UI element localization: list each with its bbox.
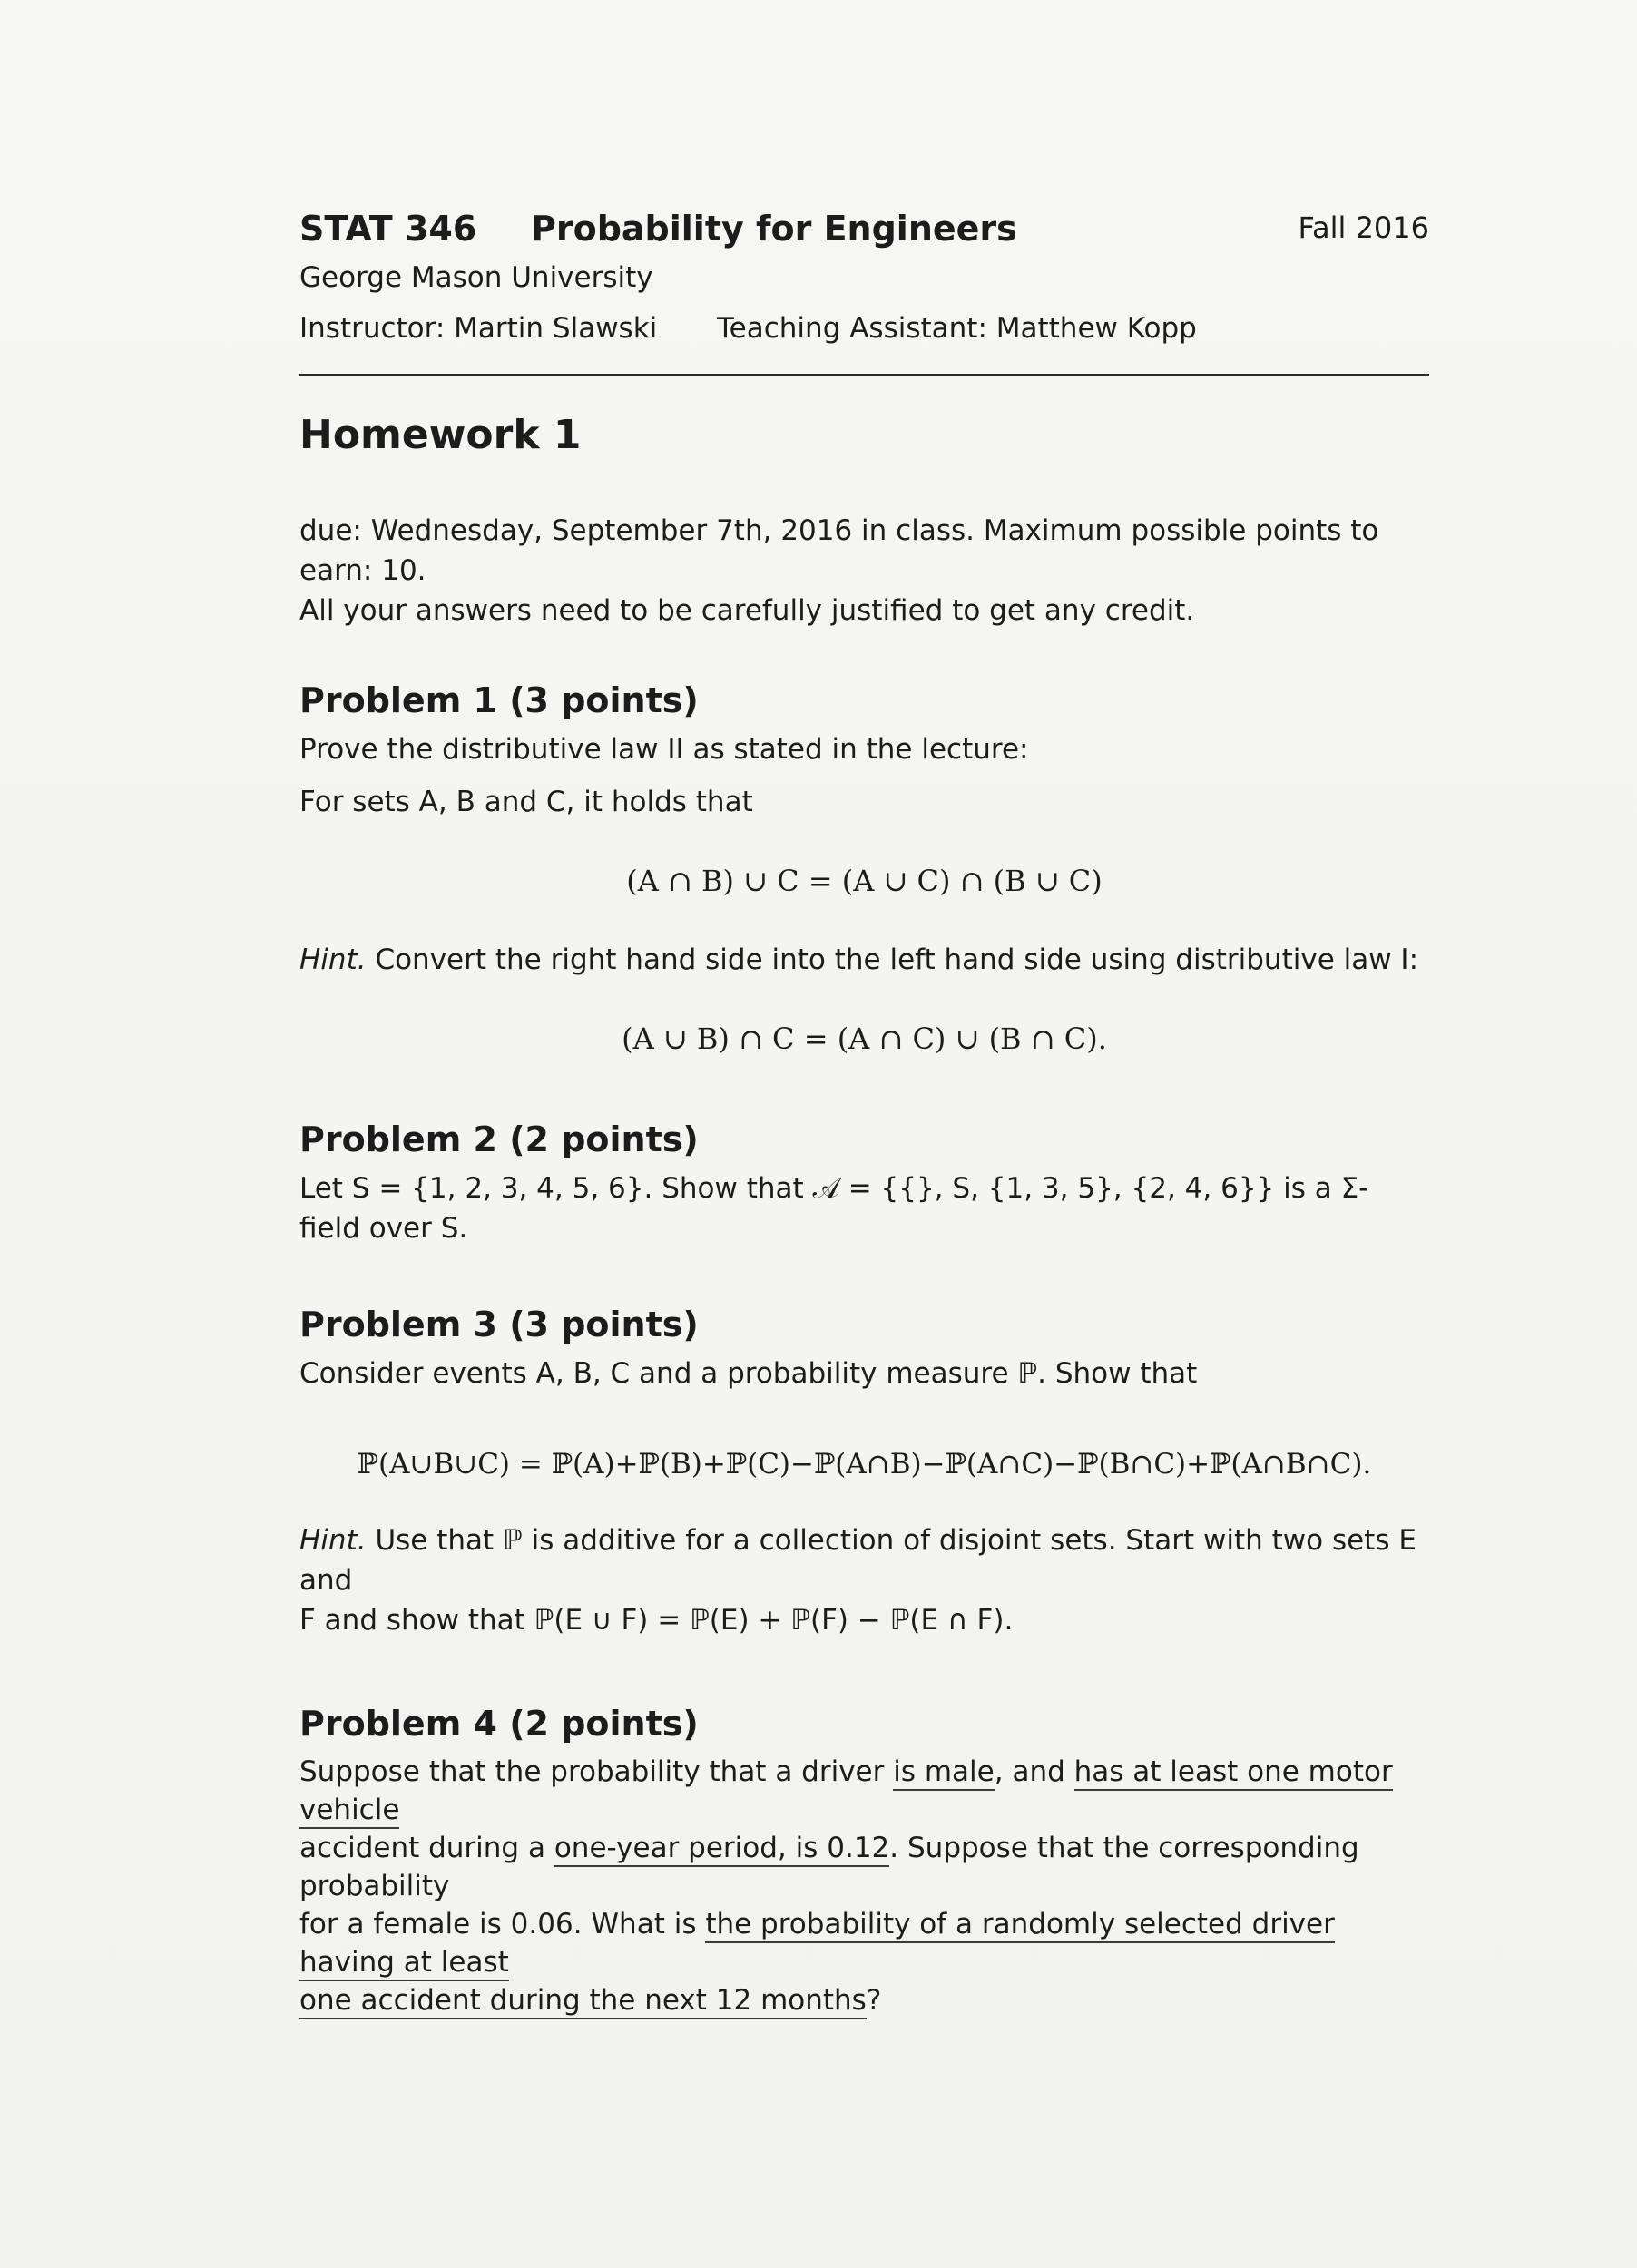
- problem-1-heading: Problem 1 (3 points): [299, 680, 699, 720]
- underlined-text: one accident during the next 12 months: [299, 1984, 867, 2019]
- problem-4-heading: Problem 4 (2 points): [299, 1704, 699, 1744]
- hint-text: Use that ℙ is additive for a collection of disjoint sets. Start with two sets E and: [299, 1524, 1416, 1597]
- problem-1-hint-equation: (A ∪ B) ∩ C = (A ∩ C) ∪ (B ∩ C).: [622, 1022, 1107, 1056]
- text-fragment: , and: [994, 1755, 1074, 1788]
- problem-4-line-4: [299, 1981, 1429, 2019]
- due-line-2: All your answers need to be carefully justified to get any credit.: [299, 594, 1195, 627]
- text-fragment: ?: [866, 1984, 882, 2017]
- problem-3-equation: ℙ(A∪B∪C) = ℙ(A)+ℙ(B)+ℙ(C)−ℙ(A∩B)−ℙ(A∩C)−ℙ(B∩C)+ℙ(A∩B∩C).: [357, 1448, 1372, 1481]
- hint-text: Convert the right hand side into the left hand side using distributive law I:: [366, 943, 1419, 976]
- header-divider: [299, 374, 1429, 376]
- problem-4-line-3: [299, 1905, 1429, 1981]
- problem-1-text-1: Prove the distributive law II as stated in the lecture:: [299, 733, 1029, 766]
- text-fragment: Suppose that the probability that a driver: [299, 1755, 894, 1788]
- problem-3-hint-line-1: [299, 1520, 1429, 1600]
- course-title: Probability for Engineers: [531, 209, 1017, 249]
- due-line-1: due: Wednesday, September 7th, 2016 in class. Maximum possible points to earn: 10.: [299, 514, 1379, 587]
- problem-4-line-2: [299, 1829, 1429, 1905]
- problem-3-heading: Problem 3 (3 points): [299, 1305, 699, 1344]
- hint-label: Hint.: [299, 1524, 367, 1557]
- university: George Mason University: [299, 261, 653, 294]
- staff-row: [299, 312, 1429, 357]
- underlined-text: is male: [893, 1755, 995, 1791]
- problem-3-hint-line-2: F and show that ℙ(E ∪ F) = ℙ(E) + ℙ(F) − ℙ(E ∩ F).: [299, 1604, 1014, 1637]
- problem-1-equation: (A ∩ B) ∪ C = (A ∪ C) ∩ (B ∪ C): [626, 864, 1103, 898]
- text-fragment: accident during a: [299, 1832, 554, 1864]
- instructor: Instructor: Martin Slawski: [299, 312, 658, 345]
- problem-4-line-1: [299, 1753, 1429, 1829]
- underlined-text: the probability of a randomly selected driver having at least: [299, 1908, 1335, 1981]
- problem-2-heading: Problem 2 (2 points): [299, 1119, 699, 1159]
- problem-2-text: Let S = {1, 2, 3, 4, 5, 6}. Show that 𝒜 = {{}, S, {1, 3, 5}, {2, 4, 6}} is a Σ-field over S.: [299, 1172, 1369, 1245]
- due-info: [299, 511, 1429, 631]
- course-code: STAT 346: [299, 209, 477, 249]
- problem-1-hint: [299, 940, 1429, 980]
- problem-1-text-2: For sets A, B and C, it holds that: [299, 786, 753, 818]
- text-fragment: . Suppose that the corresponding probability: [299, 1832, 1359, 1902]
- homework-title: Homework 1: [299, 412, 582, 458]
- underlined-text: one-year period, is 0.12: [554, 1832, 889, 1867]
- underlined-text: has at least one motor vehicle: [299, 1755, 1393, 1829]
- problem-3-hint: [299, 1520, 1429, 1640]
- course-header: [299, 209, 1429, 259]
- hint-label: Hint.: [299, 943, 367, 976]
- term: Fall 2016: [1298, 210, 1429, 245]
- problem-4-text: [299, 1753, 1429, 2019]
- document-body: [299, 209, 1429, 2019]
- text-fragment: for a female is 0.06. What is: [299, 1908, 706, 1941]
- problem-3-text: Consider events A, B, C and a probability measure ℙ. Show that: [299, 1357, 1198, 1390]
- teaching-assistant: Teaching Assistant: Matthew Kopp: [717, 312, 1197, 345]
